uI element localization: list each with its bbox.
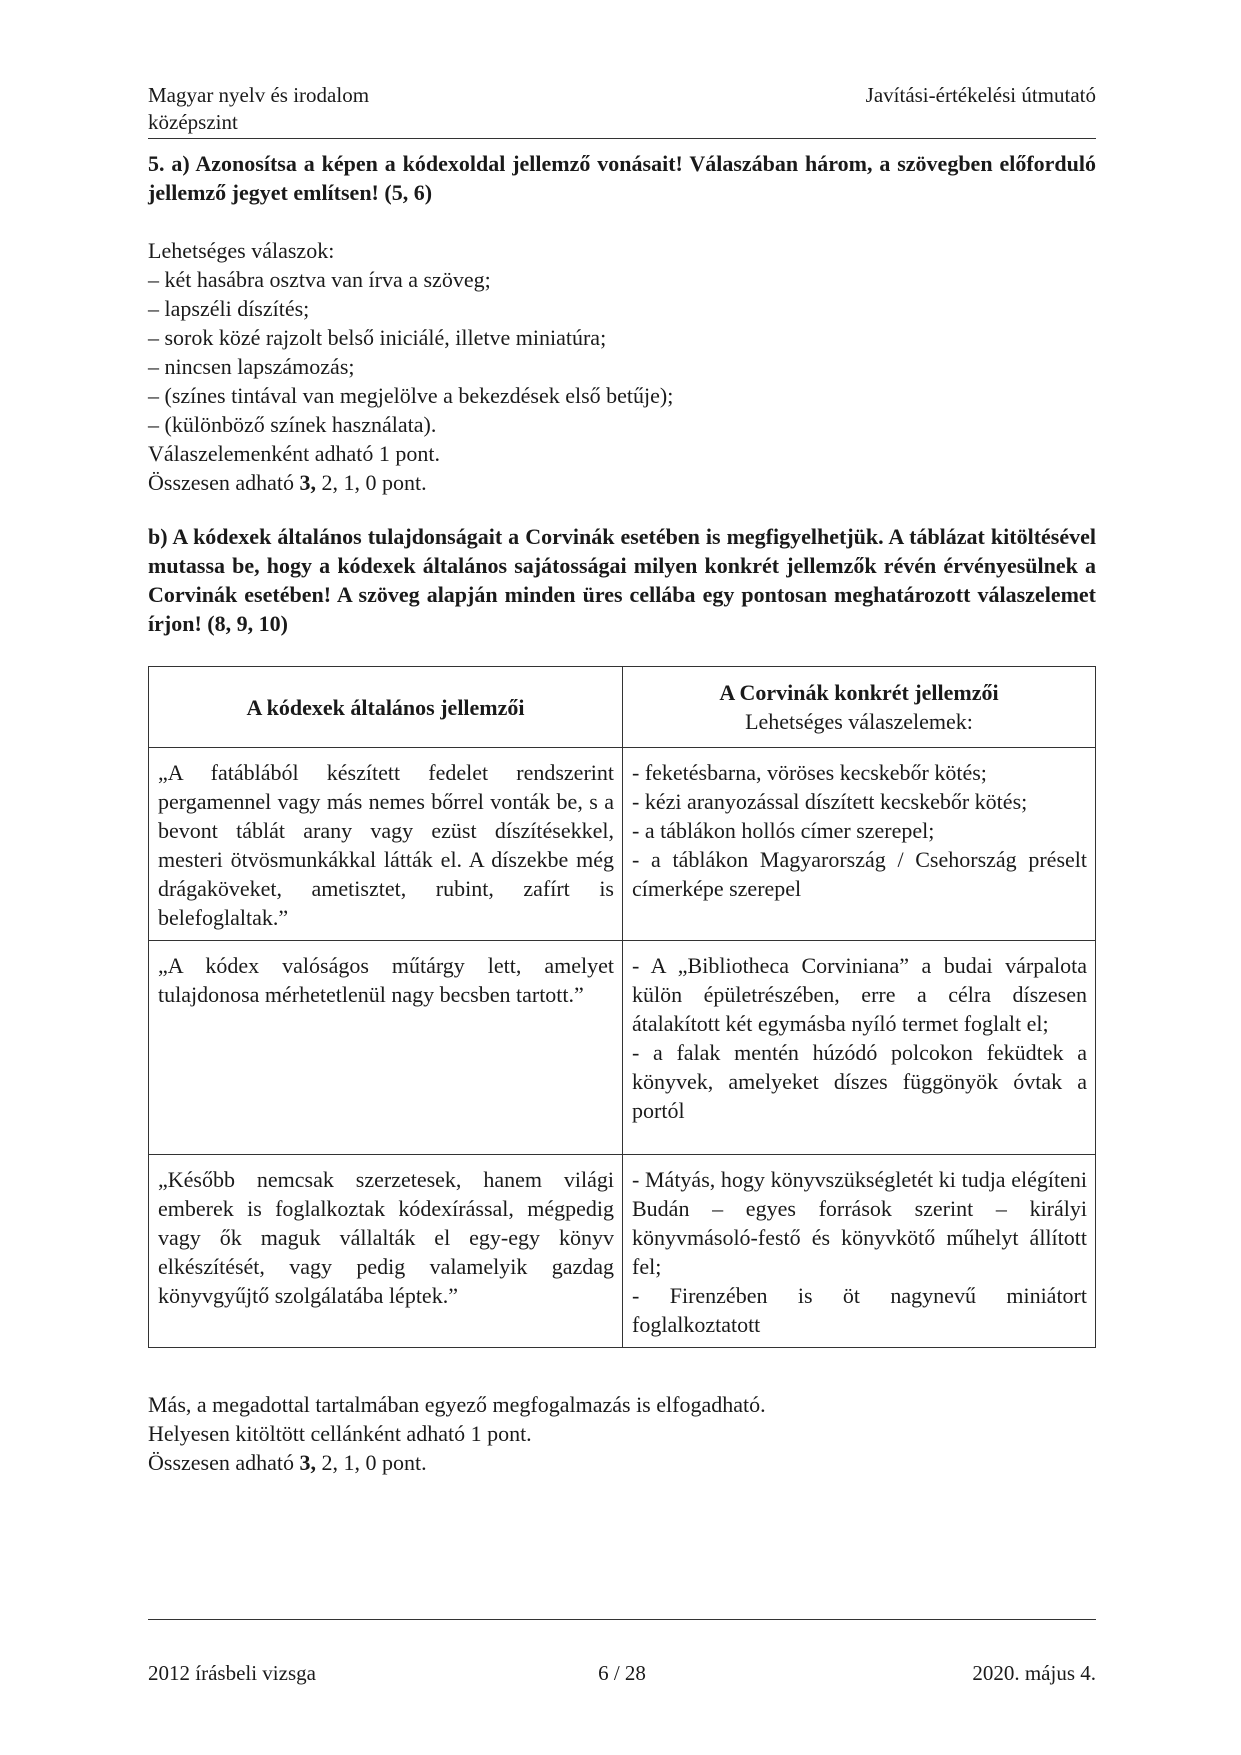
table-row bbox=[149, 748, 1096, 941]
answer-element: - kézi aranyozással díszített kecskebőr kötés; bbox=[632, 789, 1028, 814]
header-divider bbox=[148, 138, 1096, 139]
scoring-total bbox=[148, 468, 1096, 497]
scoring-total-post: 2, 1, 0 pont. bbox=[316, 470, 427, 495]
col1-header-text: A kódexek általános jellemzői bbox=[246, 694, 525, 720]
quote-cell: „Később nemcsak szerzetesek, hanem világi emberek is foglalkoztak kódexírással, mégpedig vagy ők maguk vállalták el egy-egy könyv elkészítését, vagy pedig valamelyik gazdag könyvgyűjtő szolgálatába léptek.” bbox=[149, 1155, 623, 1348]
header-level: középszint bbox=[148, 110, 238, 134]
answer-item: – nincsen lapszámozás; bbox=[148, 354, 355, 379]
answer-item: – (különböző színek használata). bbox=[148, 412, 437, 437]
question-5a: 5. a) Azonosítsa a képen a kódexoldal jellemző vonásait! Válaszában három, a szövegben előforduló jellemző jegyet említsen! (5, 6) bbox=[148, 151, 1096, 205]
closing-note: Más, a megadottal tartalmában egyező megfogalmazás is elfogadható. bbox=[148, 1392, 766, 1417]
footer-date: 2020. május 4. bbox=[972, 1661, 1096, 1685]
quote-cell: „A fatáblából készített fedelet rendszerint pergamennel vagy más nemes bőrrel vonták be, s a bevont táblát arany vagy ezüst díszítésekkel, mesteri ötvösmunkákkal látták el. A díszekbe még drágaköveket, ametisztet, rubint, zafírt is belefoglaltak.” bbox=[149, 748, 623, 941]
quote-cell: „A kódex valóságos műtárgy lett, amelyet tulajdonosa mérhetetlenül nagy becsben tartott.” bbox=[149, 941, 623, 1155]
footer-exam: 2012 írásbeli vizsga bbox=[148, 1661, 316, 1685]
answers-5a bbox=[148, 236, 1096, 497]
scoring-total-pre: Összesen adható bbox=[148, 470, 300, 495]
answer-element: - A „Bibliotheca Corviniana” a budai várpalota külön épületrészében, erre a célra díszesen átalakított két egymásba nyíló termet foglalt el; bbox=[632, 953, 1087, 1036]
closing-total-post: 2, 1, 0 pont. bbox=[316, 1450, 427, 1475]
closing-scoring-total bbox=[148, 1448, 1096, 1477]
footer-page-number: 6 / 28 bbox=[598, 1661, 646, 1685]
answer-item: – lapszéli díszítés; bbox=[148, 296, 310, 321]
col2-subheader-text: Lehetséges válaszelemek: bbox=[745, 709, 973, 734]
closing-total-max: 3, bbox=[299, 1450, 317, 1475]
scoring-per-item: Válaszelemenként adható 1 pont. bbox=[148, 441, 441, 466]
closing-notes bbox=[148, 1390, 1096, 1477]
closing-scoring-per-cell: Helyesen kitöltött cellánként adható 1 pont. bbox=[148, 1421, 532, 1446]
answer-item: – (színes tintával van megjelölve a bekezdések első betűje); bbox=[148, 383, 674, 408]
answer-element: - Firenzében is öt nagynevű miniátort foglalkoztatott bbox=[632, 1283, 1087, 1337]
header-doc-type: Javítási-értékelési útmutató bbox=[865, 83, 1096, 107]
answer-element: - feketésbarna, vöröses kecskebőr kötés; bbox=[632, 760, 987, 785]
col2-header bbox=[623, 667, 1096, 748]
answer-item: – két hasábra osztva van írva a szöveg; bbox=[148, 267, 491, 292]
scoring-total-max: 3, bbox=[299, 470, 317, 495]
answers-cell bbox=[623, 1155, 1096, 1348]
question-5b: b) A kódexek általános tulajdonságait a Corvinák esetében is megfigyelhetjük. A táblázat kitöltésével mutassa be, hogy a kódexek általános sajátosságai milyen konkrét jellemzők révén érvényesülnek a Corvinák esetében! A szöveg alapján minden üres cellába egy pontosan meghatározott válaszelemet írjon! (8, 9, 10) bbox=[148, 524, 1096, 636]
footer-divider bbox=[148, 1619, 1096, 1620]
closing-total-pre: Összesen adható bbox=[148, 1450, 300, 1475]
header-subject: Magyar nyelv és irodalom bbox=[148, 83, 370, 107]
table-row bbox=[149, 941, 1096, 1155]
table-header-row bbox=[149, 667, 1096, 748]
answers-cell bbox=[623, 941, 1096, 1155]
answers-intro: Lehetséges válaszok: bbox=[148, 238, 335, 263]
table-row bbox=[149, 1155, 1096, 1348]
answer-element: - a falak mentén húzódó polcokon feküdtek a könyvek, amelyeket díszes függönyök óvtak a portól bbox=[632, 1040, 1087, 1123]
header-left bbox=[148, 82, 369, 136]
col2-header-text: A Corvinák konkrét jellemzői bbox=[719, 680, 999, 705]
answer-table bbox=[148, 666, 1096, 1348]
answer-element: - Mátyás, hogy könyvszükségletét ki tudja elégíteni Budán – egyes források szerint – királyi könyvmásoló-festő és könyvkötő műhelyt állított fel; bbox=[632, 1167, 1087, 1279]
answer-item: – sorok közé rajzolt belső iniciálé, illetve miniatúra; bbox=[148, 325, 607, 350]
answer-element: - a táblákon Magyarország / Csehország préselt címerképe szerepel bbox=[632, 847, 1087, 901]
col1-header bbox=[149, 667, 623, 748]
answer-element: - a táblákon hollós címer szerepel; bbox=[632, 818, 935, 843]
answers-cell bbox=[623, 748, 1096, 941]
